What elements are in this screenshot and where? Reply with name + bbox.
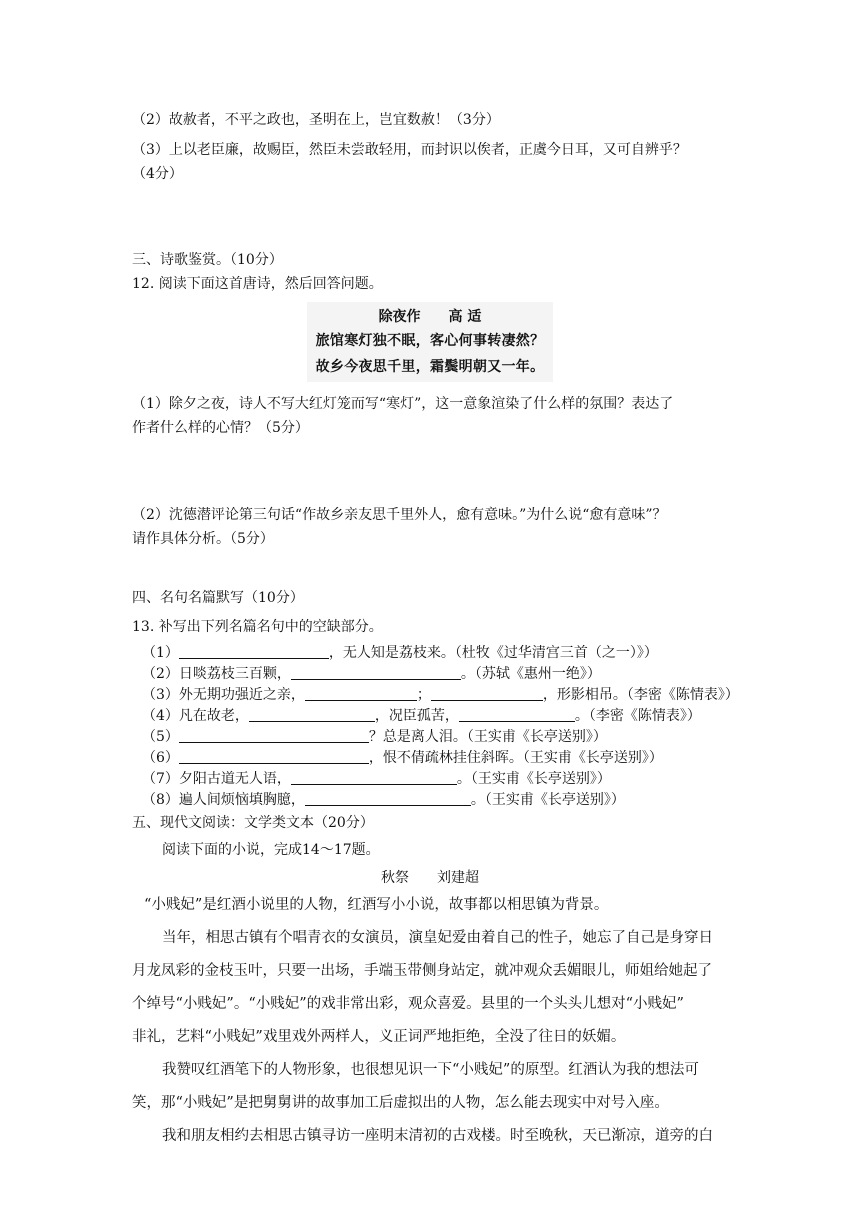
- poem-question-2-line-1: （2）沈德潜评论第三句话“作故乡亲友思千里外人，愈有意味。”为什么说“愈有意味”？: [132, 507, 667, 523]
- poem-image: [307, 302, 553, 382]
- fill-item-7: （7）夕阳古道无人语， 。（王实甫《长亭送别》）: [142, 771, 611, 787]
- poem-line-1: 旅馆寒灯独不眠，客心何事转凄然？: [315, 333, 545, 349]
- story-line-8: 我和朋友相约去相思古镇寻访一座明末清初的古戏楼。时至晚秋，天已渐凉，道旁的白: [162, 1128, 713, 1144]
- fill-item-1: （1） ，无人知是荔枝来。（杜牧《过华清宫三首（之一）》）: [142, 645, 658, 661]
- fill-item-3: （3）外无期功强近之亲， ； ，形影相吊。（李密《陈情表》）: [142, 687, 739, 703]
- fill-item-4: （4）凡在故老， ，况臣孤苦， 。（李密《陈情表》）: [142, 708, 701, 724]
- story-title: 秋祭 刘建超: [381, 870, 479, 886]
- blank[interactable]: [179, 749, 369, 764]
- blank[interactable]: [305, 791, 471, 806]
- question-13-prompt: 13. 补写出下列名篇名句中的空缺部分。: [132, 619, 383, 635]
- question-12-prompt: 12. 阅读下面这首唐诗，然后回答问题。: [132, 276, 383, 292]
- poem-line-2: 故乡今夜思千里，霜鬓明朝又一年。: [315, 359, 545, 375]
- question-3-score: （4分）: [132, 166, 183, 182]
- poem-question-1-line-2: 作者什么样的心情？（5分）: [132, 420, 309, 436]
- section-4-heading: 四、名句名篇默写（10分）: [132, 590, 304, 606]
- poem-question-1-line-1: （1）除夕之夜，诗人不写大红灯笼而写“寒灯”，这一意象渲染了什么样的氛围？表达了: [132, 396, 674, 412]
- fill-item-6: （6） ，恨不倩疏林挂住斜晖。（王实甫《长亭送别》）: [142, 750, 663, 766]
- story-line-3: 月龙凤彩的金枝玉叶，只要一出场，手端玉带侧身站定，就冲观众丢媚眼儿，师姐给她起了: [132, 963, 712, 979]
- blank[interactable]: [179, 728, 369, 743]
- blank[interactable]: [291, 770, 457, 785]
- fill-item-2: （2）日啖荔枝三百颗， 。（苏轼《惠州一绝》）: [142, 666, 601, 682]
- section-5-heading: 五、现代文阅读：文学类文本（20分）: [132, 815, 374, 831]
- story-line-5: 非礼，艺料“小贱妃”戏里戏外两样人，义正词严地拒绝，全没了往日的妖媚。: [132, 1029, 626, 1045]
- poem-title: 除夜作 高 适: [378, 309, 482, 325]
- question-2-line: （2）故赦者，不平之政也，圣明在上，岂宜数赦！（3分）: [132, 112, 500, 128]
- story-line-1: “小贱妃”是红酒小说里的人物，红酒写小小说，故事都以相思镇为背景。: [144, 897, 609, 913]
- reading-intro: 阅读下面的小说，完成14～17题。: [162, 842, 380, 858]
- story-line-2: 当年，相思古镇有个唱青衣的女演员，演皇妃爱由着自己的性子，她忘了自己是身穿日: [162, 930, 713, 946]
- blank[interactable]: [459, 707, 575, 722]
- blank[interactable]: [431, 686, 543, 701]
- poem-question-2-line-2: 请作具体分析。（5分）: [132, 531, 274, 547]
- story-line-4: 个绰号“小贱妃”。“小贱妃”的戏非常出彩，观众喜爱。县里的一个头头儿想对“小贱妃”: [132, 996, 684, 1012]
- blank[interactable]: [291, 665, 461, 680]
- fill-item-8: （8）遍人间烦恼填胸臆， 。（王实甫《长亭送别》）: [142, 792, 625, 808]
- section-3-heading: 三、诗歌鉴赏。（10分）: [132, 252, 283, 268]
- blank[interactable]: [179, 644, 329, 659]
- blank[interactable]: [305, 686, 417, 701]
- question-3-line: （3）上以老臣廉，故赐臣，然臣未尝敢轻用，而封识以俟者，正虞今日耳，又可自辨乎？: [132, 142, 687, 158]
- story-line-7: 笑，那“小贱妃”是把舅舅讲的故事加工后虚拟出的人物，怎么能去现实中对号入座。: [132, 1095, 669, 1111]
- story-line-6: 我赞叹红酒笔下的人物形象，也很想见识一下“小贱妃”的原型。红酒认为我的想法可: [162, 1062, 699, 1078]
- blank[interactable]: [249, 707, 375, 722]
- fill-item-5: （5） ？总是离人泪。（王实甫《长亭送别》）: [142, 729, 607, 745]
